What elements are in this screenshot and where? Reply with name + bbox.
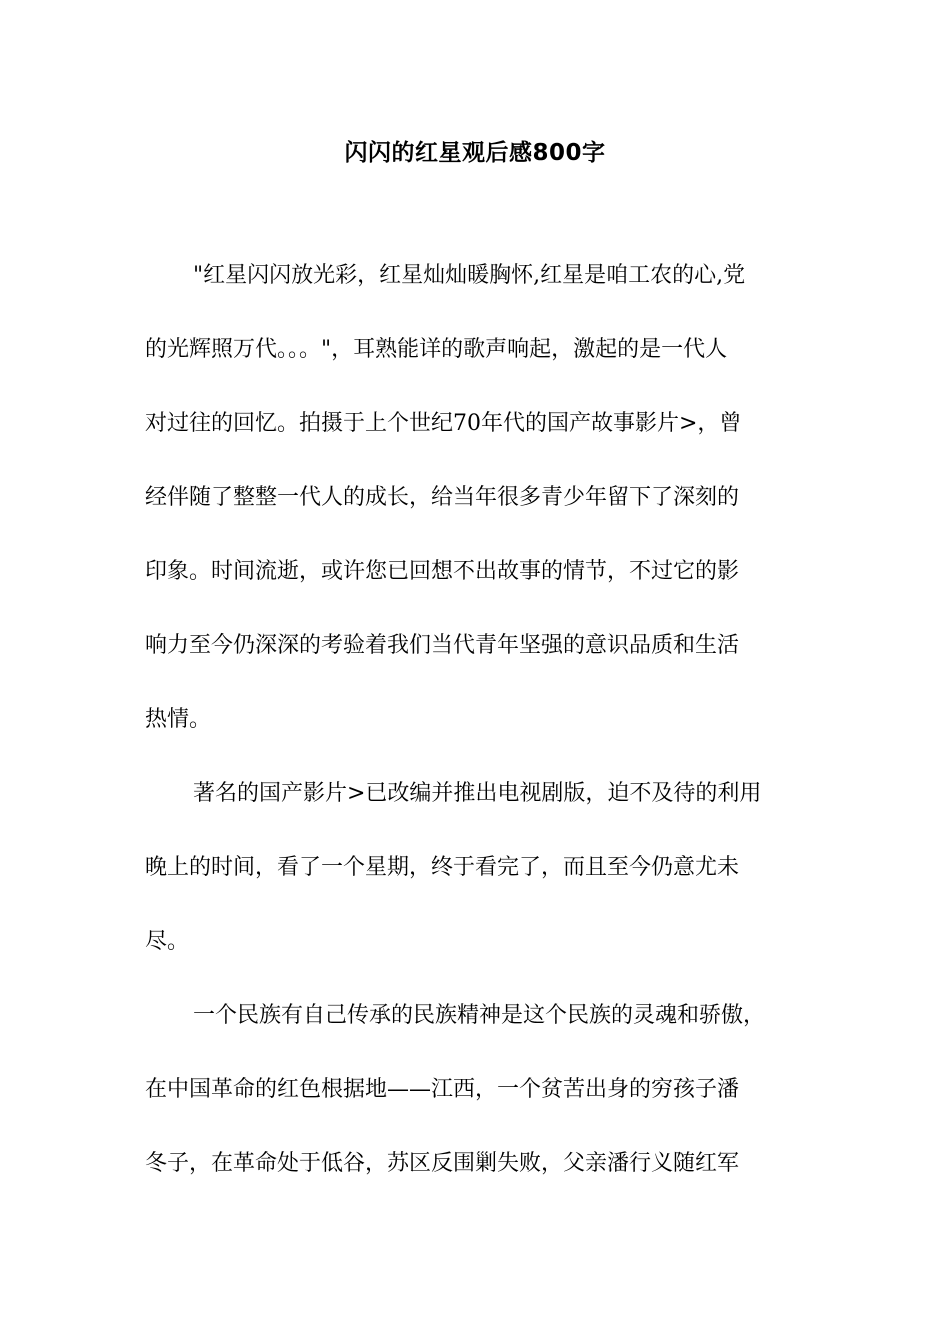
text-line: 在中国革命的红色根据地——江西，一个贫苦出身的穷孩子潘 [145, 1077, 740, 1102]
text-line: 对过往的回忆。拍摄于上个世纪70年代的国产故事影片>，曾 [145, 411, 742, 436]
document-body [145, 256, 825, 1218]
text-line: "红星闪闪放光彩，红星灿灿暖胸怀,红星是咱工农的心,党 [193, 263, 746, 288]
document-title: 闪闪的红星观后感800字 [344, 140, 606, 166]
text-line: 晚上的时间，看了一个星期，终于看完了，而且至今仍意尤未 [145, 855, 740, 880]
text-line: 的光辉照万代。。。"，耳熟能详的歌声响起，激起的是一代人 [145, 337, 728, 362]
text-line: 响力至今仍深深的考验着我们当代青年坚强的意识品质和生活 [145, 633, 740, 658]
text-line: 冬子，在革命处于低谷，苏区反围剿失败，父亲潘行义随红军 [145, 1151, 740, 1176]
text-line: 尽。 [145, 929, 190, 954]
text-line: 一个民族有自己传承的民族精神是这个民族的灵魂和骄傲， [193, 1003, 766, 1028]
text-line: 著名的国产影片>已改编并推出电视剧版，迫不及待的利用 [193, 781, 762, 806]
text-line: 经伴随了整整一代人的成长，给当年很多青少年留下了深刻的 [145, 485, 740, 510]
text-line: 印象。时间流逝，或许您已回想不出故事的情节，不过它的影 [145, 559, 740, 584]
text-line: 热情。 [145, 707, 212, 732]
